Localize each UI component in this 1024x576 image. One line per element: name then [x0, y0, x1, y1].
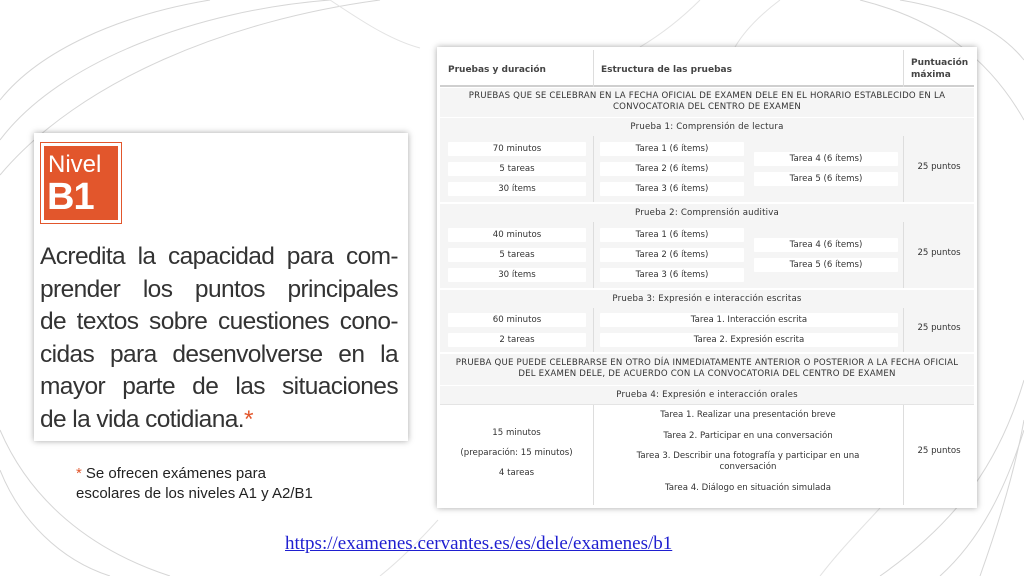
prueba-1-title: Prueba 1: Comprensión de lectura [440, 118, 974, 136]
header-pruebas: Pruebas y duración [448, 65, 546, 75]
prueba-4-task-2: Tarea 2. Participar en una conversación [663, 431, 833, 441]
prueba-1-task-2: Tarea 2 (6 ítems) [600, 162, 744, 176]
level-badge [41, 143, 121, 223]
prueba-1-row [440, 136, 974, 202]
prueba-4-title: Prueba 4: Expresión e interacción orales [440, 386, 974, 404]
badge-level-word: Nivel [48, 151, 102, 178]
prueba-4-task-4: Tarea 4. Diálogo en situación simulada [664, 483, 832, 493]
prueba-2-title: Prueba 2: Comprensión auditiva [440, 204, 974, 222]
band-official [440, 88, 974, 117]
prueba-2-score: 25 puntos [917, 248, 961, 258]
header-maxima: máxima [911, 70, 951, 80]
prueba-1-task-1: Tarea 1 (6 ítems) [600, 142, 744, 156]
footnote-line-2: escolares de los niveles A1 y A2/B1 [76, 485, 313, 502]
prueba-2-items: 30 ítems [448, 268, 586, 282]
prueba-1-tasks: 5 tareas [448, 162, 586, 176]
prueba-1-task-4: Tarea 4 (6 ítems) [754, 152, 898, 166]
table-header [440, 50, 974, 87]
prueba-4-duration: 15 minutos [492, 428, 541, 438]
prueba-1-duration: 70 minutos [448, 142, 586, 156]
prueba-4-task-1: Tarea 1. Realizar una presentación breve [660, 410, 836, 420]
prueba-2-task-5: Tarea 5 (6 ítems) [754, 258, 898, 272]
prueba-3-row [440, 308, 974, 352]
header-puntuacion: Puntuación [911, 58, 969, 68]
prueba-2-task-3: Tarea 3 (6 ítems) [600, 268, 744, 282]
prueba-3-score: 25 puntos [917, 323, 961, 333]
header-estructura: Estructura de las pruebas [601, 65, 732, 75]
prueba-4-tasks: 4 tareas [498, 468, 535, 478]
prueba-1-task-5: Tarea 5 (6 ítems) [754, 172, 898, 186]
prueba-2-task-1: Tarea 1 (6 ítems) [600, 228, 744, 242]
prueba-3-task-1: Tarea 1. Interacción escrita [600, 313, 898, 327]
level-card [34, 133, 408, 441]
description-line: prender los puntos principales [40, 275, 398, 303]
exam-structure-table [437, 47, 977, 508]
description-line: mayor parte de las situaciones [40, 373, 398, 400]
prueba-2-task-2: Tarea 2 (6 ítems) [600, 248, 744, 262]
prueba-2-duration: 40 minutos [448, 228, 586, 242]
prueba-2-tasks: 5 tareas [448, 248, 586, 262]
description-last-line [40, 404, 398, 437]
footnote-marker: * [243, 405, 253, 433]
prueba-3-tasks: 2 tareas [448, 333, 586, 347]
level-description [40, 241, 398, 436]
prueba-4-task-3-cont: conversación [719, 462, 777, 472]
footnote-line-1: Se ofrecen exámenes para [85, 465, 266, 482]
description-line: Acredita la capacidad para com- [40, 243, 398, 270]
prueba-3-title: Prueba 3: Expresión e interacción escritas [440, 290, 974, 308]
prueba-3-duration: 60 minutos [448, 313, 586, 327]
prueba-3-task-2: Tarea 2. Expresión escrita [600, 333, 898, 347]
band-official-line-1: PRUEBAS QUE SE CELEBRAN EN LA FECHA OFICIAL DE EXAMEN DELE EN EL HORARIO ESTABLECIDO EN LA [468, 91, 946, 101]
description-line: de la vida cotidiana. [40, 405, 244, 433]
description-line: de textos sobre cuestiones cono- [40, 308, 398, 335]
prueba-4-score: 25 puntos [917, 446, 961, 456]
source-link[interactable]: https://examenes.cervantes.es/es/dele/examenes/b1 [285, 533, 673, 554]
band-other-line-1: PRUEBA QUE PUEDE CELEBRARSE EN OTRO DÍA INMEDIATAMENTE ANTERIOR O POSTERIOR A LA FECHA OFICIAL [455, 358, 959, 368]
prueba-2-task-4: Tarea 4 (6 ítems) [754, 238, 898, 252]
prueba-2-row [440, 222, 974, 288]
prueba-1-items: 30 ítems [448, 182, 586, 196]
prueba-4-task-3: Tarea 3. Describir una fotografía y participar en una [636, 451, 860, 461]
footnote [76, 464, 376, 504]
prueba-4-row [440, 404, 974, 504]
prueba-1-task-3: Tarea 3 (6 ítems) [600, 182, 744, 196]
band-other [440, 354, 974, 385]
prueba-4-preparation: (preparación: 15 minutos) [460, 448, 573, 458]
prueba-1-score: 25 puntos [917, 162, 961, 172]
footnote-asterisk: * [76, 465, 82, 482]
band-official-line-2: CONVOCATORIA DEL CENTRO DE EXAMEN [612, 102, 802, 112]
band-other-line-2: DEL EXAMEN DELE, DE ACUERDO CON LA CONVOCATORIA DEL CENTRO DE EXAMEN [518, 369, 896, 379]
description-line: cidas para desenvolverse en la [40, 340, 398, 368]
badge-level-code: B1 [47, 176, 94, 218]
